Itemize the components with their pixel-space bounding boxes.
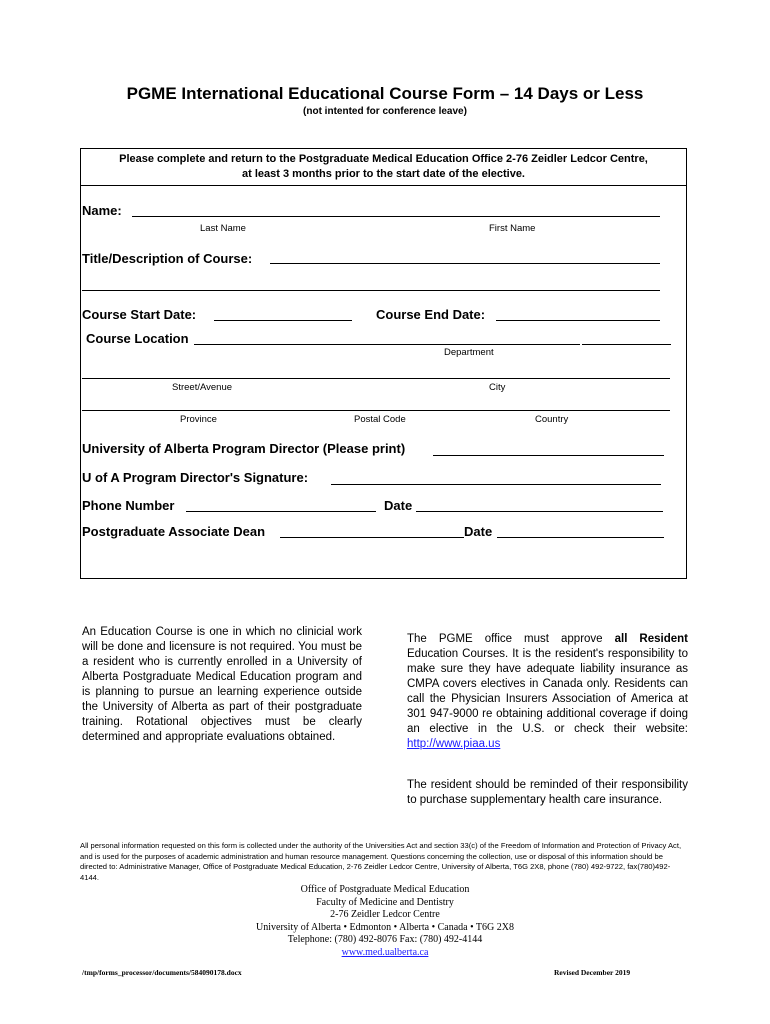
instructions-line-2: at least 3 months prior to the start date of the elective.	[241, 168, 525, 180]
course-title-label: Title/Description of Course:	[82, 251, 253, 266]
associate-dean-field[interactable]	[280, 537, 464, 538]
approval-text-start: The PGME office must approve	[407, 633, 615, 645]
program-director-label: University of Alberta Program Director (Please print)	[82, 441, 406, 456]
office-address: University of Alberta • Edmonton • Alberta • Canada • T6G 2X8	[256, 921, 514, 933]
website-link[interactable]: www.med.ualberta.ca	[341, 946, 429, 958]
director-signature-field[interactable]	[331, 484, 661, 485]
city-caption: City	[489, 382, 506, 393]
faculty-name: Faculty of Medicine and Dentistry	[316, 896, 454, 908]
office-phone: Telephone: (780) 492-8076 Fax: (780) 492-4144	[287, 934, 483, 945]
end-date-label: Course End Date:	[376, 307, 486, 322]
office-name: Office of Postgraduate Medical Education	[300, 884, 470, 895]
last-name-caption: Last Name	[200, 223, 246, 234]
name-label: Name:	[82, 203, 122, 218]
office-room: 2-76 Zeidler Ledcor Centre	[330, 909, 440, 920]
department-caption: Department	[444, 347, 494, 358]
associate-dean-label: Postgraduate Associate Dean	[82, 524, 266, 539]
office-address-block	[0, 884, 770, 959]
approval-text-rest: Education Courses. It is the resident's responsibility to make sure they have adequate liability insurance as CMPA covers electives in Canada only. Residents can call the Physician Insurers Association of America at 301 947-9000 re obtaining additional coverage if doing an elective in the U.S. or check their website:	[407, 648, 688, 735]
dean-date-field[interactable]	[497, 537, 664, 538]
end-date-field[interactable]	[496, 320, 660, 321]
piaa-link[interactable]: http://www.piaa.us	[407, 738, 501, 750]
street-caption: Street/Avenue	[172, 382, 233, 393]
date-field[interactable]	[416, 511, 663, 512]
phone-number-field[interactable]	[186, 511, 376, 512]
province-postal-country-field[interactable]	[82, 410, 670, 411]
country-caption: Country	[535, 414, 569, 425]
privacy-notice: All personal information requested on this form is collected under the authority of the Universities Act and section 33(c) of the Freedom of Information and Protection of Privacy Act, and is used for the purposes of academic administration and human resource management. Questions concerning the collection, use or disposal of this information should be directed to: Administrative Manager, Office of Postgraduate Medical Education, 2-76 Zeidler Ledcor Centre, University of Alberta, T6G 2X8, phone (780) 492-9722, fax(780)492-4144.	[80, 841, 682, 882]
document-path: /tmp/forms_processor/documents/584090178.docx	[82, 968, 242, 977]
program-director-field[interactable]	[433, 455, 664, 456]
course-location-field[interactable]	[194, 344, 580, 345]
pgme-approval-notice	[407, 632, 688, 752]
approval-text-bold: all Resident	[614, 633, 688, 645]
street-city-field[interactable]	[82, 378, 670, 379]
start-date-label: Course Start Date:	[82, 307, 197, 322]
postal-code-caption: Postal Code	[354, 414, 406, 425]
date-label: Date	[384, 498, 413, 513]
instructions-line-1: Please complete and return to the Postgraduate Medical Education Office 2-76 Zeidler Ledcor Centre,	[119, 153, 648, 165]
course-location-field-extra[interactable]	[582, 344, 671, 345]
start-date-field[interactable]	[214, 320, 352, 321]
insurance-reminder: The resident should be reminded of their responsibility to purchase supplementary health care insurance.	[407, 779, 688, 806]
province-caption: Province	[180, 414, 217, 425]
name-field[interactable]	[132, 216, 660, 217]
course-location-label: Course Location	[86, 331, 189, 346]
phone-number-label: Phone Number	[82, 498, 175, 513]
instructions-header	[80, 148, 687, 186]
first-name-caption: First Name	[489, 223, 536, 234]
form-title: PGME International Educational Course Form – 14 Days or Less	[126, 84, 644, 103]
education-course-description: An Education Course is one in which no clinicial work will be done and licensure is not required. You must be a resident who is currently enrolled in a University of Alberta Postgraduate Medical Education program and is planning to pursue an learning experience outside the University of Alberta as part of their postgraduate training. Rotational objectives must be clearly determined and appropriate evaluations obtained.	[82, 626, 362, 743]
director-signature-label: U of A Program Director's Signature:	[82, 470, 309, 485]
form-box	[80, 148, 687, 579]
dean-date-label: Date	[464, 524, 493, 539]
form-subtitle: (not intented for conference leave)	[303, 106, 467, 117]
course-title-field[interactable]	[270, 263, 660, 264]
revision-date: Revised December 2019	[554, 968, 631, 977]
course-title-field-2[interactable]	[82, 290, 660, 291]
